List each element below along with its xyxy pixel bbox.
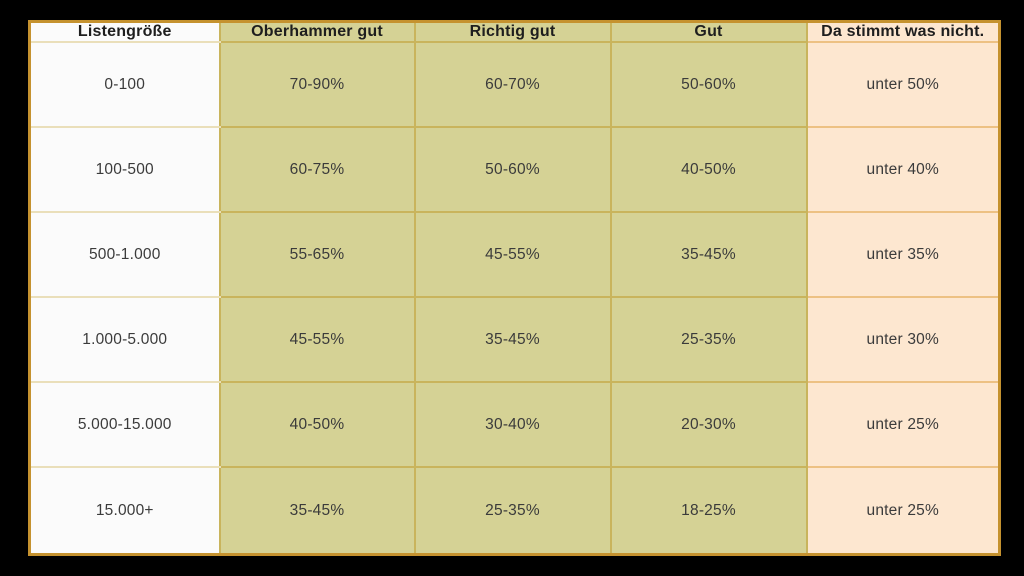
table-cell: 20-30% [611, 382, 807, 467]
row-label-cell: 5.000-15.000 [30, 382, 220, 467]
table-cell: 55-65% [220, 212, 415, 297]
table-cell: 70-90% [220, 42, 415, 127]
row-label-cell: 0-100 [30, 42, 220, 127]
table-cell: 40-50% [611, 127, 807, 212]
table-row [30, 467, 1000, 554]
header-row [30, 22, 1000, 43]
table-cell: 35-45% [415, 297, 611, 382]
table-cell: 40-50% [220, 382, 415, 467]
table-row [30, 42, 1000, 127]
table-cell: unter 30% [807, 297, 1000, 382]
row-label-cell: 1.000-5.000 [30, 297, 220, 382]
table-cell: 18-25% [611, 467, 807, 554]
table-cell: 30-40% [415, 382, 611, 467]
table-cell: 25-35% [611, 297, 807, 382]
table-cell: 50-60% [611, 42, 807, 127]
table-cell: 35-45% [611, 212, 807, 297]
table-cell: unter 50% [807, 42, 1000, 127]
open-rate-benchmark-table [28, 20, 1001, 556]
row-label-cell: 15.000+ [30, 467, 220, 554]
table-body [30, 42, 1000, 555]
table-cell: 60-75% [220, 127, 415, 212]
table-cell: 45-55% [415, 212, 611, 297]
column-header: Listengröße [30, 22, 220, 43]
row-label-cell: 500-1.000 [30, 212, 220, 297]
table-row [30, 127, 1000, 212]
table-cell: unter 25% [807, 382, 1000, 467]
table-cell: unter 40% [807, 127, 1000, 212]
table-cell: 45-55% [220, 297, 415, 382]
table-cell: unter 35% [807, 212, 1000, 297]
column-header: Gut [611, 22, 807, 43]
column-header: Oberhammer gut [220, 22, 415, 43]
column-header: Richtig gut [415, 22, 611, 43]
table-cell: 50-60% [415, 127, 611, 212]
table-cell: 25-35% [415, 467, 611, 554]
table-cell: unter 25% [807, 467, 1000, 554]
table-row [30, 297, 1000, 382]
table-cell: 35-45% [220, 467, 415, 554]
row-label-cell: 100-500 [30, 127, 220, 212]
column-header: Da stimmt was nicht. [807, 22, 1000, 43]
table-cell: 60-70% [415, 42, 611, 127]
table-row [30, 212, 1000, 297]
table-row [30, 382, 1000, 467]
